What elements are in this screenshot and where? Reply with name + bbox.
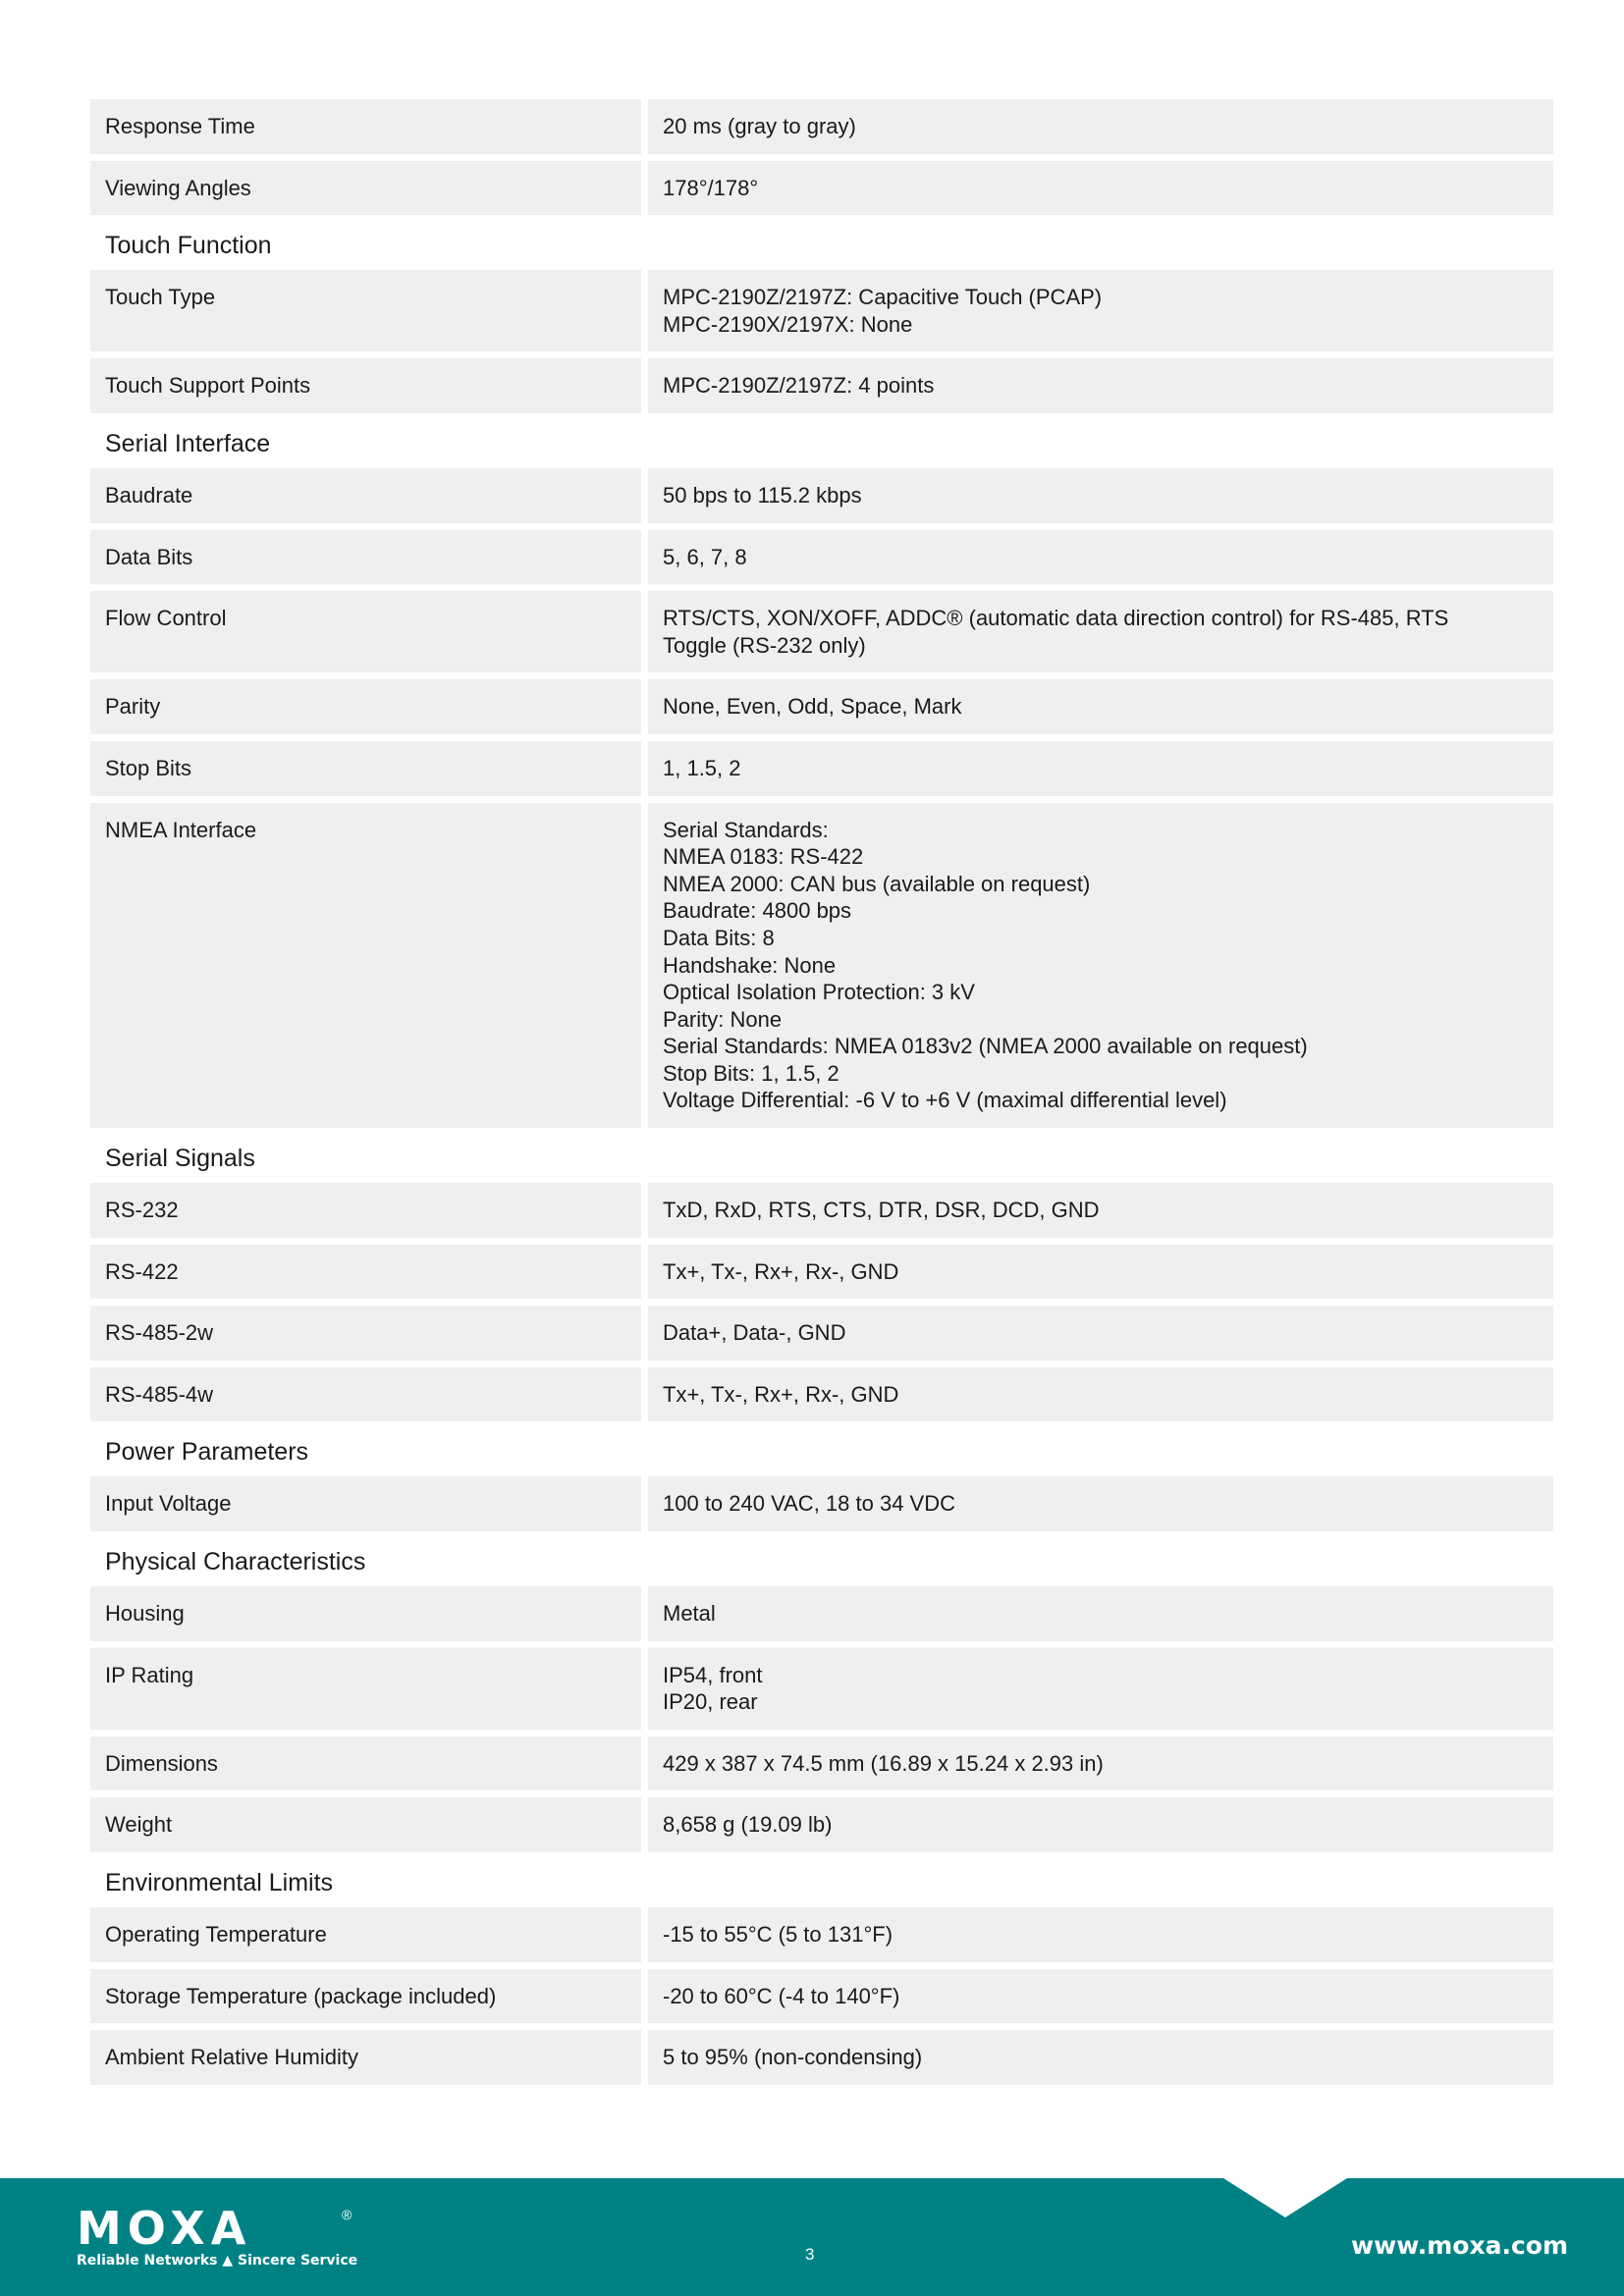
spec-value: Tx+, Tx-, Rx+, Rx-, GND <box>648 1245 1553 1300</box>
spec-row <box>90 1969 1553 2024</box>
spec-label: Data Bits <box>90 530 641 585</box>
spec-label: Flow Control <box>90 591 641 672</box>
spec-label: Dimensions <box>90 1736 641 1791</box>
spec-label: Housing <box>90 1586 641 1641</box>
section-physical-characteristics <box>90 1538 1553 1852</box>
spec-row <box>90 1586 1553 1641</box>
page-footer <box>0 2178 1624 2296</box>
spec-row <box>90 1797 1553 1852</box>
spec-row <box>90 1306 1553 1361</box>
page-number: 3 <box>805 2245 815 2264</box>
spec-value: None, Even, Odd, Space, Mark <box>648 679 1553 734</box>
spec-row <box>90 468 1553 523</box>
spec-label: Input Voltage <box>90 1476 641 1531</box>
spec-label: Touch Support Points <box>90 358 641 413</box>
spec-value: Tx+, Tx-, Rx+, Rx-, GND <box>648 1367 1553 1422</box>
spec-label: Ambient Relative Humidity <box>90 2030 641 2085</box>
section-title: Physical Characteristics <box>105 1548 366 1576</box>
section-serial-signals <box>90 1135 1553 1421</box>
spec-value: MPC-2190Z/2197Z: 4 points <box>648 358 1553 413</box>
spec-value: RTS/CTS, XON/XOFF, ADDC® (automatic data direction control) for RS-485, RTS Toggle (RS-232 only) <box>648 591 1553 672</box>
spec-value: Serial Standards: NMEA 0183: RS-422 NMEA 2000: CAN bus (available on request) Baudrate: 4800 bps Data Bits: 8 Handshake: None Optical Isolation Protection: 3 kV Parity: None Serial Standards: NMEA 0183v2 (NMEA 2000 available on request) Stop Bits: 1, 1.5, 2 Voltage Differential: -6 V to +6 V (maximal differential level) <box>648 803 1553 1129</box>
section-title: Serial Signals <box>105 1145 255 1173</box>
section-power-parameters <box>90 1428 1553 1531</box>
spec-value: 5, 6, 7, 8 <box>648 530 1553 585</box>
spec-label: IP Rating <box>90 1648 641 1730</box>
spec-label: Touch Type <box>90 270 641 351</box>
spec-row <box>90 358 1553 413</box>
spec-label: RS-485-4w <box>90 1367 641 1422</box>
spec-label: NMEA Interface <box>90 803 641 1129</box>
spec-row <box>90 161 1553 216</box>
spec-label: Weight <box>90 1797 641 1852</box>
spec-value: 429 x 387 x 74.5 mm (16.89 x 15.24 x 2.93 in) <box>648 1736 1553 1791</box>
spec-label: Response Time <box>90 99 641 154</box>
spec-label: Parity <box>90 679 641 734</box>
section-title: Power Parameters <box>105 1438 309 1467</box>
spec-label: Operating Temperature <box>90 1907 641 1962</box>
spec-label: RS-485-2w <box>90 1306 641 1361</box>
footer-notch <box>1223 2178 1347 2217</box>
spec-value: -15 to 55°C (5 to 131°F) <box>648 1907 1553 1962</box>
spec-label: Baudrate <box>90 468 641 523</box>
spec-value: 100 to 240 VAC, 18 to 34 VDC <box>648 1476 1553 1531</box>
spec-row <box>90 679 1553 734</box>
spec-value: 5 to 95% (non-condensing) <box>648 2030 1553 2085</box>
spec-row <box>90 1183 1553 1238</box>
spec-row <box>90 591 1553 672</box>
spec-row <box>90 2030 1553 2085</box>
section-serial-interface <box>90 420 1553 1128</box>
spec-row <box>90 1245 1553 1300</box>
registered-mark: ® <box>342 2207 352 2222</box>
spec-label: RS-232 <box>90 1183 641 1238</box>
spec-label: Storage Temperature (package included) <box>90 1969 641 2024</box>
spec-value: Metal <box>648 1586 1553 1641</box>
logo-wordmark: MOXA <box>77 2202 252 2255</box>
section-title: Environmental Limits <box>105 1869 334 1896</box>
spec-row <box>90 1736 1553 1791</box>
spec-row <box>90 1907 1553 1962</box>
spec-row <box>90 99 1553 154</box>
logo-tagline: Reliable Networks ▲ Sincere Service <box>77 2253 358 2269</box>
spec-row <box>90 270 1553 351</box>
spec-value: MPC-2190Z/2197Z: Capacitive Touch (PCAP) MPC-2190X/2197X: None <box>648 270 1553 351</box>
spec-row <box>90 530 1553 585</box>
moxa-logo <box>77 2202 358 2269</box>
spec-value: 50 bps to 115.2 kbps <box>648 468 1553 523</box>
top-rows <box>90 99 1553 215</box>
spec-row <box>90 741 1553 796</box>
spec-value: IP54, front IP20, rear <box>648 1648 1553 1730</box>
spec-value: 20 ms (gray to gray) <box>648 99 1553 154</box>
spec-row <box>90 1476 1553 1531</box>
spec-value: TxD, RxD, RTS, CTS, DTR, DSR, DCD, GND <box>648 1183 1553 1238</box>
spec-label: RS-422 <box>90 1245 641 1300</box>
spec-row <box>90 803 1553 1129</box>
spec-value: -20 to 60°C (-4 to 140°F) <box>648 1969 1553 2024</box>
spec-value: 178°/178° <box>648 161 1553 216</box>
website-link[interactable]: www.moxa.com <box>1351 2231 1568 2260</box>
spec-row <box>90 1648 1553 1730</box>
spec-value: 8,658 g (19.09 lb) <box>648 1797 1553 1852</box>
section-title: Serial Interface <box>105 429 271 457</box>
spec-value: Data+, Data-, GND <box>648 1306 1553 1361</box>
spec-sheet <box>90 99 1553 2092</box>
section-environmental-limits <box>90 1859 1553 2085</box>
spec-label: Viewing Angles <box>90 161 641 216</box>
spec-row <box>90 1367 1553 1422</box>
spec-label: Stop Bits <box>90 741 641 796</box>
section-touch-function <box>90 222 1553 413</box>
section-title: Touch Function <box>105 232 272 260</box>
spec-value: 1, 1.5, 2 <box>648 741 1553 796</box>
